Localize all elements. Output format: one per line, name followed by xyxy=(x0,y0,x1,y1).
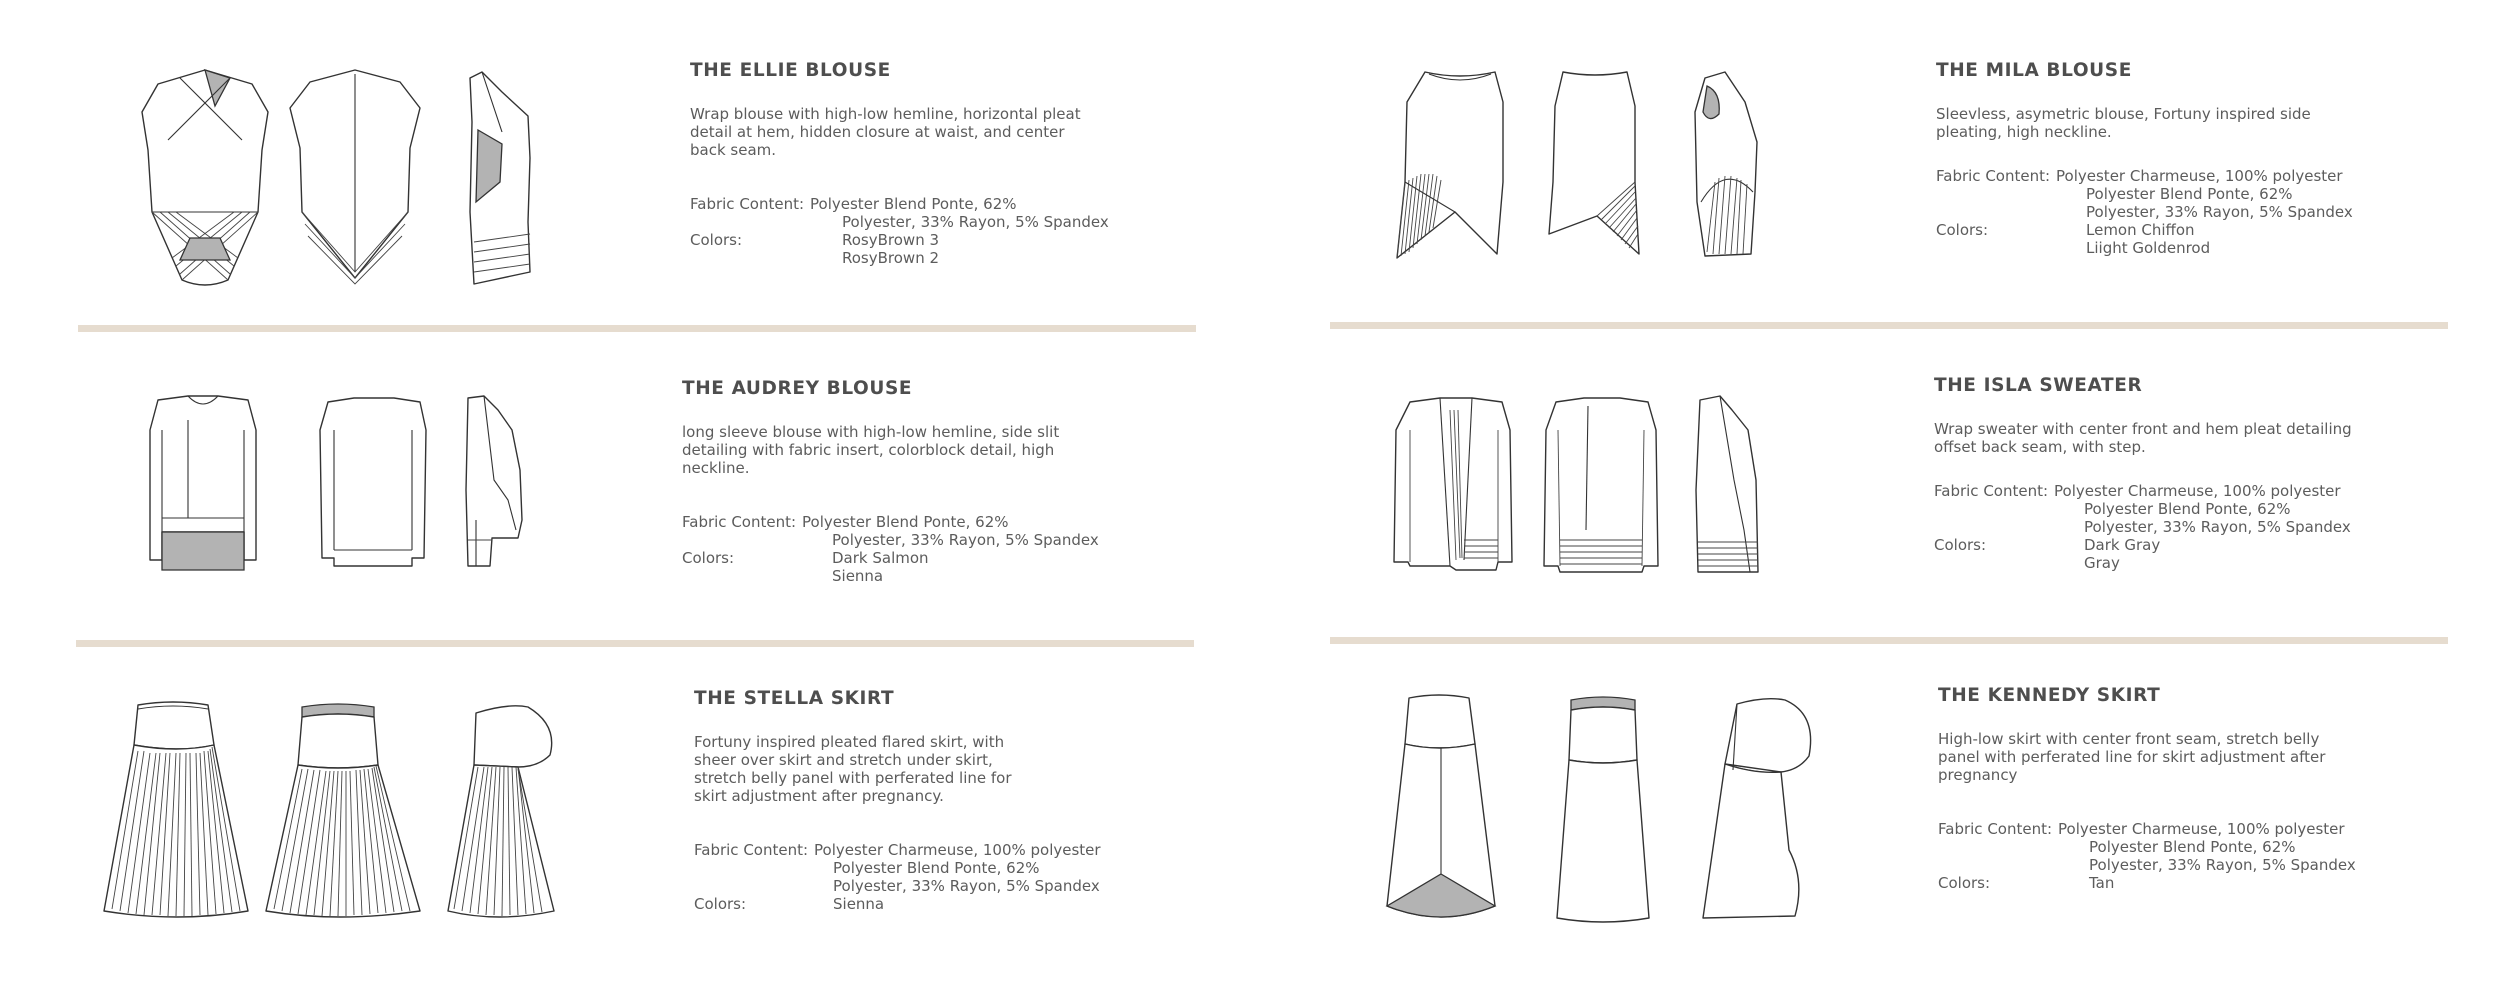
colors-label: Colors: xyxy=(694,895,747,913)
garment-title: THE MILA BLOUSE xyxy=(1936,60,2132,81)
color-value: RosyBrown 2 xyxy=(842,249,940,267)
garment-title: THE ISLA SWEATER xyxy=(1934,375,2143,396)
color-value: Tan xyxy=(2089,874,2115,892)
garment-title: THE KENNEDY SKIRT xyxy=(1938,685,2161,706)
garment-specs xyxy=(1934,482,2404,572)
audrey-blouse-sketch xyxy=(128,390,578,590)
fabric-line: Polyester Blend Ponte, 62% xyxy=(2084,500,2291,518)
colors-label: Colors: xyxy=(1934,536,1987,554)
garment-title: THE STELLA SKIRT xyxy=(694,688,895,709)
section-divider xyxy=(1330,322,2448,329)
colors-label: Colors: xyxy=(1936,221,1989,239)
garment-specs xyxy=(690,195,1120,267)
colors-label: Colors: xyxy=(682,549,735,567)
stella-skirt-info xyxy=(694,688,1134,913)
fabric-line: Polyester Charmeuse, 100% polyester xyxy=(2058,820,2345,838)
stella-skirt-sketch xyxy=(98,695,598,925)
isla-sweater-sketch xyxy=(1380,390,1820,590)
garment-title: THE ELLIE BLOUSE xyxy=(690,60,891,81)
garment-description: High-low skirt with center front seam, stretch belly panel with perferated line for skirt adjustment after pregnancy xyxy=(1938,730,2326,784)
garment-specs xyxy=(1936,167,2406,257)
color-value: Dark Gray xyxy=(2084,536,2161,554)
color-value: Lemon Chiffon xyxy=(2086,221,2195,239)
fabric-label: Fabric Content: xyxy=(1938,820,2053,838)
fabric-line: Polyester, 33% Rayon, 5% Spandex xyxy=(833,877,1100,895)
fabric-label: Fabric Content: xyxy=(694,841,809,859)
garment-description: Wrap blouse with high-low hemline, horizontal pleat detail at hem, hidden closure at waist, and center back seam. xyxy=(690,105,1081,159)
section-divider xyxy=(1330,637,2448,644)
garment-description: Fortuny inspired pleated flared skirt, with sheer over skirt and stretch under skirt, stretch belly panel with perferated line for skirt adjustment after pregnancy. xyxy=(694,733,1012,805)
ellie-blouse-info xyxy=(690,60,1120,267)
ellie-blouse-sketch xyxy=(130,62,590,292)
fabric-line: Polyester, 33% Rayon, 5% Spandex xyxy=(2089,856,2356,874)
kennedy-skirt-sketch xyxy=(1385,690,1825,930)
mila-blouse-sketch xyxy=(1385,62,1825,272)
fabric-line: Polyester Blend Ponte, 62% xyxy=(2086,185,2293,203)
colors-label: Colors: xyxy=(690,231,743,249)
fabric-line: Polyester Charmeuse, 100% polyester xyxy=(814,841,1101,859)
garment-title: THE AUDREY BLOUSE xyxy=(682,378,913,399)
garment-description: Wrap sweater with center front and hem pleat detailing offset back seam, with step. xyxy=(1934,420,2352,456)
fabric-line: Polyester Blend Ponte, 62% xyxy=(810,195,1017,213)
garment-description: long sleeve blouse with high-low hemline, side slit detailing with fabric insert, colorblock detail, high neckline. xyxy=(682,423,1060,477)
garment-description: Sleevless, asymetric blouse, Fortuny inspired side pleating, high neckline. xyxy=(1936,105,2311,141)
color-value: RosyBrown 3 xyxy=(842,231,940,249)
color-value: Dark Salmon xyxy=(832,549,929,567)
colors-label: Colors: xyxy=(1938,874,1991,892)
color-value: Liight Goldenrod xyxy=(2086,239,2211,257)
isla-sweater-info xyxy=(1934,375,2404,572)
section-divider xyxy=(78,325,1196,332)
fabric-line: Polyester, 33% Rayon, 5% Spandex xyxy=(2086,203,2353,221)
fabric-line: Polyester Blend Ponte, 62% xyxy=(2089,838,2296,856)
color-value: Gray xyxy=(2084,554,2120,572)
fabric-line: Polyester, 33% Rayon, 5% Spandex xyxy=(842,213,1109,231)
fabric-label: Fabric Content: xyxy=(1936,167,2051,185)
fabric-label: Fabric Content: xyxy=(682,513,797,531)
color-value: Sienna xyxy=(833,895,885,913)
fabric-line: Polyester Blend Ponte, 62% xyxy=(802,513,1009,531)
fabric-line: Polyester Charmeuse, 100% polyester xyxy=(2054,482,2341,500)
fabric-label: Fabric Content: xyxy=(1934,482,2049,500)
fabric-line: Polyester Charmeuse, 100% polyester xyxy=(2056,167,2343,185)
garment-specs xyxy=(1938,820,2408,892)
kennedy-skirt-info xyxy=(1938,685,2408,892)
mila-blouse-info xyxy=(1936,60,2406,257)
fabric-line: Polyester, 33% Rayon, 5% Spandex xyxy=(2084,518,2351,536)
garment-specs xyxy=(682,513,1122,585)
audrey-blouse-info xyxy=(682,378,1122,585)
fabric-line: Polyester, 33% Rayon, 5% Spandex xyxy=(832,531,1099,549)
garment-specs xyxy=(694,841,1134,913)
fabric-label: Fabric Content: xyxy=(690,195,805,213)
color-value: Sienna xyxy=(832,567,884,585)
section-divider xyxy=(76,640,1194,647)
fabric-line: Polyester Blend Ponte, 62% xyxy=(833,859,1040,877)
